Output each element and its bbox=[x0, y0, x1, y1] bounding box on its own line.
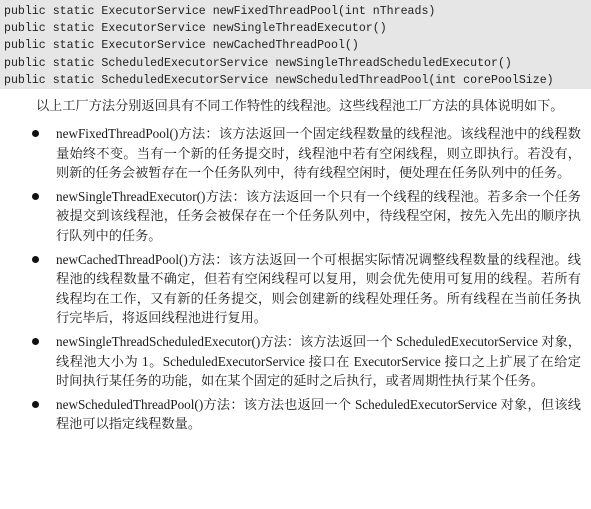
code-line: public static ExecutorService newSingleThreadExecutor() bbox=[4, 22, 387, 36]
code-line: public static ExecutorService newFixedThreadPool(int nThreads) bbox=[4, 5, 436, 18]
code-line: public static ExecutorService newCachedThreadPool() bbox=[4, 39, 359, 53]
bullet-icon bbox=[32, 256, 39, 263]
list-item bbox=[0, 250, 591, 328]
code-line: public static ScheduledExecutorService newSingleThreadScheduledExecutor() bbox=[4, 56, 512, 70]
list-item bbox=[0, 332, 591, 391]
list-item-text: newScheduledThreadPool()方法：该方法也返回一个 ScheduledExecutorService 对象，但该线程池可以指定线程数量。 bbox=[56, 396, 581, 432]
bullet-list bbox=[0, 124, 591, 438]
code-block bbox=[0, 0, 591, 89]
bullet-icon bbox=[32, 401, 39, 408]
list-item-text: newSingleThreadScheduledExecutor()方法：该方法返回一个 ScheduledExecutorService 对象，线程池大小为 1。ScheduledExecutorService 接口在 ExecutorService 接口之上扩展了在给定时间执行某任务的功能，如在某个固定的延时之后执行，或者周期性执行某个任务。 bbox=[56, 333, 581, 389]
list-item-text: newSingleThreadExecutor()方法：该方法返回一个只有一个线程的线程池。若多余一个任务被提交到该线程池，任务会被保存在一个任务队列中，待线程空闲，按先入先出的顺序执行队列中的任务。 bbox=[56, 188, 581, 243]
bullet-icon bbox=[32, 130, 39, 137]
list-item bbox=[0, 124, 591, 183]
list-item bbox=[0, 395, 591, 434]
bullet-icon bbox=[32, 193, 39, 200]
list-item-text: newCachedThreadPool()方法：该方法返回一个可根据实际情况调整线程数量的线程池。线程池的线程数量不确定，但若有空闲线程可以复用，则会优先使用可复用的线程。若所有线程均在工作，又有新的任务提交，则会创建新的线程处理任务。所有线程在当前任务执行完毕后，将返回线程池进行复用。 bbox=[56, 251, 581, 326]
list-item-text: newFixedThreadPool()方法：该方法返回一个固定线程数量的线程池。该线程池中的线程数量始终不变。当有一个新的任务提交时，线程池中若有空闲线程，则立即执行。若没有，则新的任务会被暂存在一个任务队列中，待有线程空闲时，便处理在任务队列中的任务。 bbox=[56, 126, 581, 181]
code-line: public static ScheduledExecutorService newScheduledThreadPool(int corePoolSize) bbox=[4, 73, 554, 87]
intro-paragraph: 以上工厂方法分别返回具有不同工作特性的线程池。这些线程池工厂方法的具体说明如下。 bbox=[36, 98, 564, 113]
bullet-icon bbox=[32, 338, 39, 345]
list-item bbox=[0, 187, 591, 246]
